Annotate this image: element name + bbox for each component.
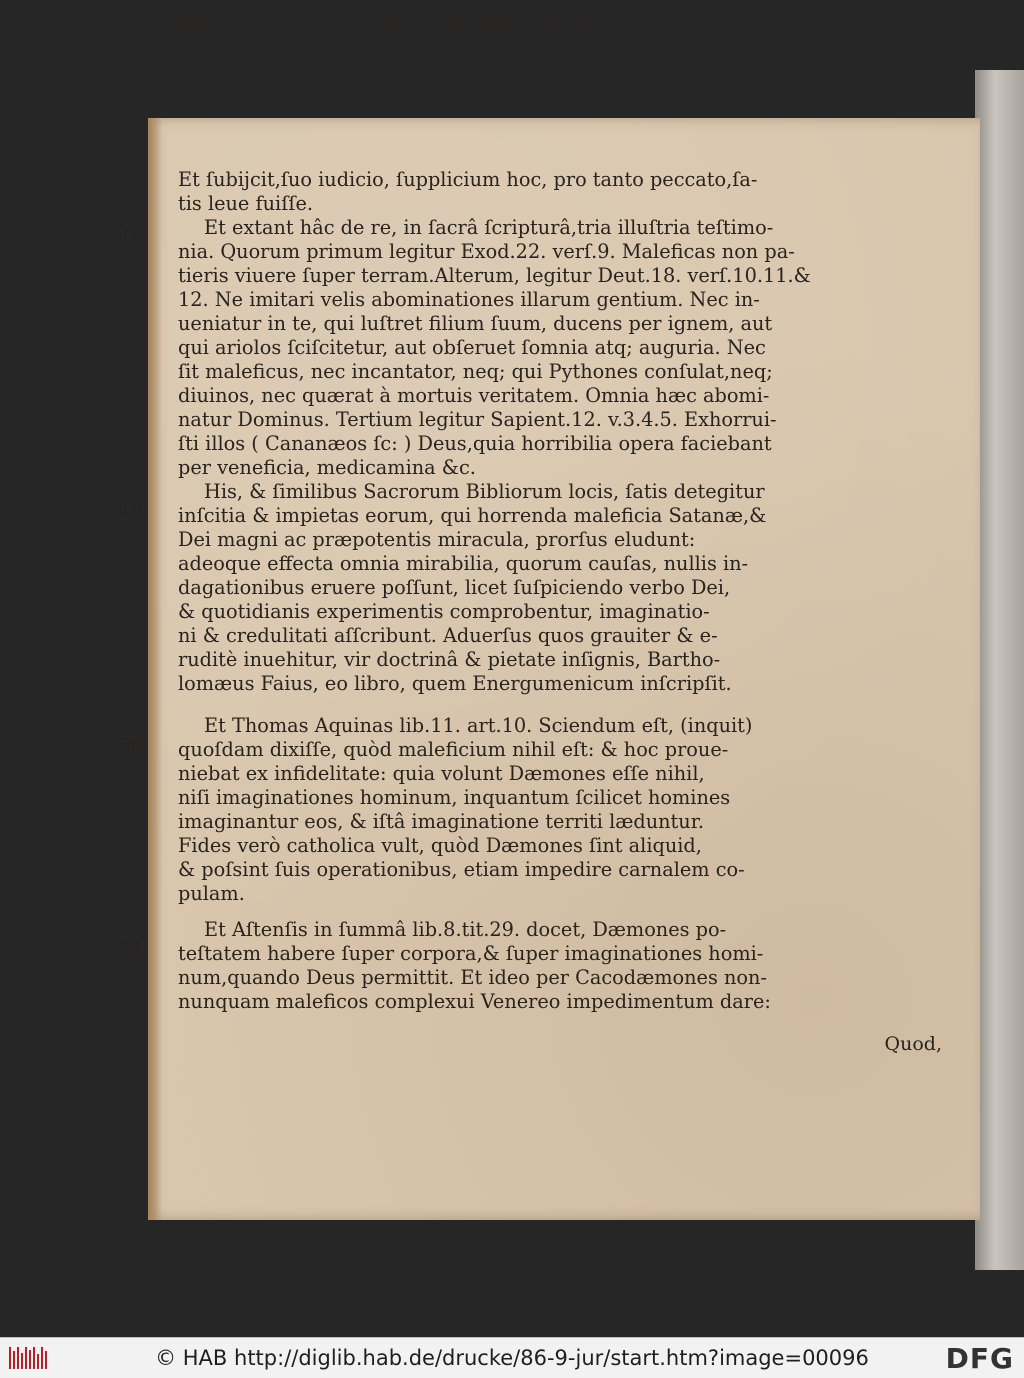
text-line: imaginantur eos, & iſtâ imaginatione territi læduntur. [178,810,704,833]
margin-number: 20 [120,735,143,756]
text-line: Fides verò catholica vult, quòd Dæmones ſint aliquid, [178,834,702,857]
text-line: nia. Quorum primum legitur Exod.22. verſ.9. Maleficas non pa- [178,240,795,263]
text-line: ruditè inuehitur, vir doctrinâ & pietate inſignis, Bartho- [178,648,721,671]
text-line: ſti illos ( Cananæos ſc: ) Deus,quia horribilia opera faciebant [178,432,772,455]
text-line: ueniatur in te, qui luſtret filium ſuum, ducens per ignem, aut [178,312,773,335]
text-line: Dei magni ac præpotentis miracula, prorſus eludunt: [178,528,696,551]
text-line: teſtatem habere ſuper corpora,& ſuper imaginationes homi- [178,942,764,965]
text-line: quoſdam dixiſſe, quòd maleficium nihil eſt: & hoc proue- [178,738,729,761]
text-line: lomæus Faius, eo libro, quem Energumenicum inſcripſit. [178,672,732,695]
running-head: QVÆSTIONES IVRIS [348,18,621,42]
next-page-edge [975,70,1024,1270]
margin-number: 18 [120,227,143,248]
text-line: diuinos, nec quærat à mortuis veritatem. Omnia hæc abomi- [178,384,770,407]
viewer-footer [0,1337,1024,1378]
catchword: Quod, [884,1033,942,1055]
text-line: inſcitia & impietas eorum, qui horrenda maleficia Satanæ,& [178,504,767,527]
page-number: 68 [176,18,203,42]
dfg-logo: DFG [945,1342,1014,1375]
text-line: Et ſubijcit,ſuo iudicio, ſupplicium hoc, pro tanto peccato,ſa- [178,168,758,191]
text-line: dagationibus eruere poſſunt, licet ſuſpiciendo verbo Dei, [178,576,731,599]
text-line: & quotidianis experimentis comprobentur, imaginatio- [178,600,710,623]
text-line: qui ariolos ſciſcitetur, aut obſeruet ſomnia atq; auguria. Nec [178,336,766,359]
text-line: & poſsint ſuis operationibus, etiam impedire carnalem co- [178,858,745,881]
text-line: ni & credulitati aſſcribunt. Aduerſus quos grauiter & e- [178,624,718,647]
text-line: nunquam maleficos complexui Venereo impedimentum dare: [178,990,771,1013]
text-line: tieris viuere ſuper terram.Alterum, legitur Deut.18. verſ.10.11.& [178,264,811,287]
text-line: adeoque effecta omnia mirabilia, quorum cauſas, nullis in- [178,552,749,575]
text-line: pulam. [178,882,245,905]
text-line: per veneficia, medicamina &c. [178,456,476,479]
text-line: niebat ex infidelitate: quia volunt Dæmones eſſe nihil, [178,762,705,785]
margin-number: 21 [120,938,143,959]
text-line: 12. Ne imitari velis abominationes illarum gentium. Nec in- [178,288,760,311]
text-line: His, & ſimilibus Sacrorum Bibliorum locis, ſatis detegitur [204,480,765,503]
text-line: tis leue fuiſſe. [178,192,314,215]
text-line: Et extant hâc de re, in ſacrâ ſcripturâ,tria illuſtria teſtimo- [204,216,774,239]
copyright-url[interactable]: © HAB http://diglib.hab.de/drucke/86-9-jur/start.htm?image=00096 [155,1346,869,1370]
text-line: natur Dominus. Tertium legitur Sapient.12. v.3.4.5. Exhorrui- [178,408,777,431]
text-line: Et Aſtenſis in ſummâ lib.8.tit.29. docet, Dæmones po- [204,918,727,941]
text-line: Et Thomas Aquinas lib.11. art.10. Sciendum eſt, (inquit) [204,714,753,737]
text-line: niſi imaginationes hominum, inquantum ſcilicet homines [178,786,731,809]
margin-number: 19 [120,500,143,521]
text-line: ſit maleficus, nec incantator, neq; qui Pythones conſulat,neq; [178,360,773,383]
text-line: num,quando Deus permittit. Et ideo per Cacodæmones non- [178,966,767,989]
